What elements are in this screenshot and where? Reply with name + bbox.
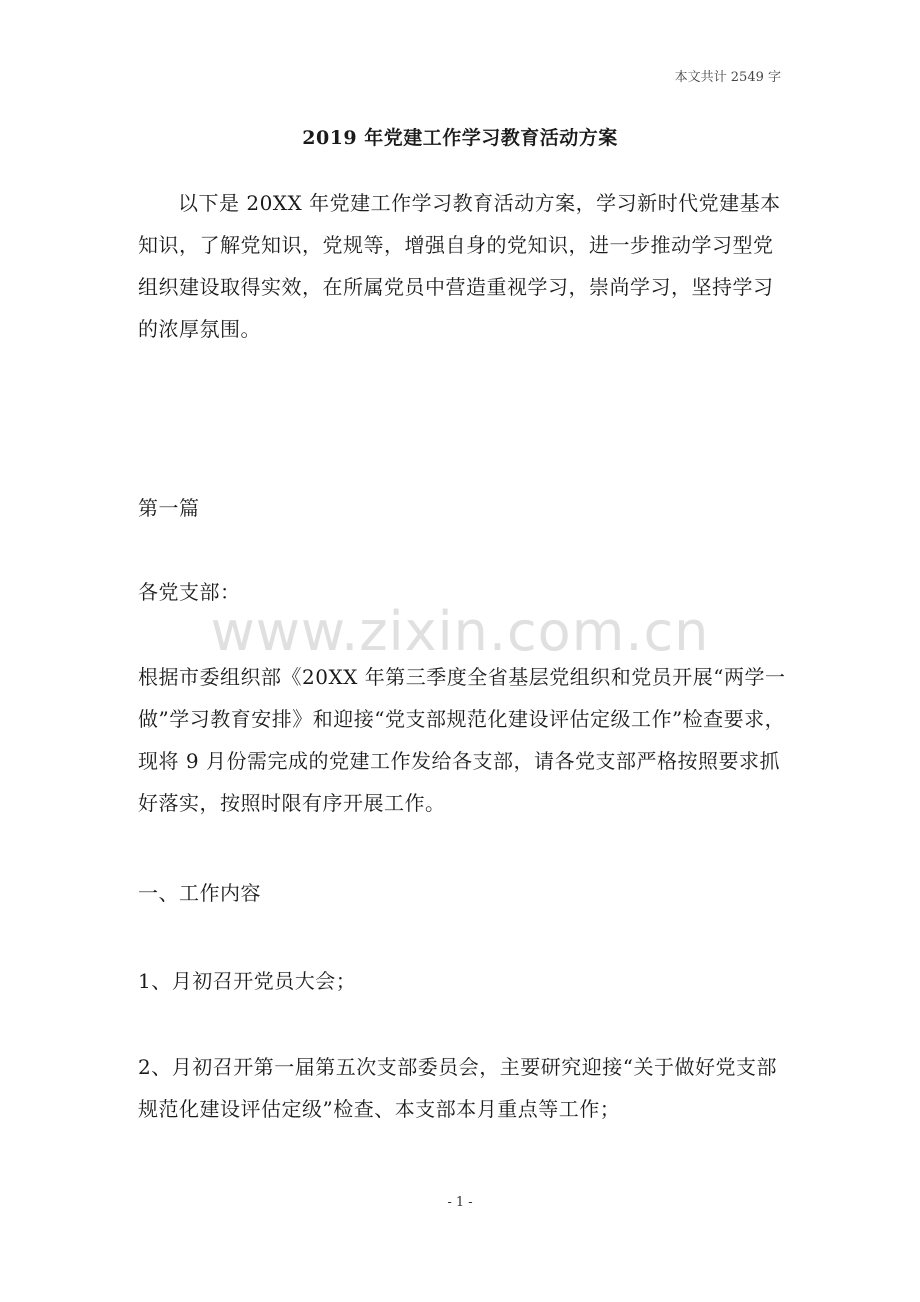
section-heading: 一、工作内容 (138, 881, 261, 905)
salutation: 各党支部： (138, 580, 241, 604)
intro-paragraph: 以下是 20XX 年党建工作学习教育活动方案，学习新时代党建基本知识，了解党知识，党规等，增强自身的党知识，进一步推动学习型党组织建设取得实效，在所属党员中营造重视学习，崇尚学习，坚持学习的浓厚氛围。 (138, 191, 781, 341)
page-number: - 1 - (447, 1195, 473, 1210)
list-item-1: 1、月初召开党员大会； (138, 969, 357, 993)
watermark: www.zixin.com.cn (210, 600, 710, 663)
list-item-2: 2、月初召开第一届第五次支部委员会，主要研究迎接“关于做好党支部规范化建设评估定级”检查、本支部本月重点等工作； (138, 1055, 777, 1121)
word-count-label: 本文共计 2549 字 (674, 70, 781, 85)
document-title: 2019 年党建工作学习教育活动方案 (302, 127, 618, 149)
section-label: 第一篇 (138, 496, 200, 520)
body-paragraph: 根据市委组织部《20XX 年第三季度全省基层党组织和党员开展“两学一做”学习教育安排》和迎接“党支部规范化建设评估定级工作”检查要求，现将 9 月份需完成的党建工作发给各支部，请各党支部严格按照要求抓好落实，按照时限有序开展工作。 (138, 665, 786, 815)
